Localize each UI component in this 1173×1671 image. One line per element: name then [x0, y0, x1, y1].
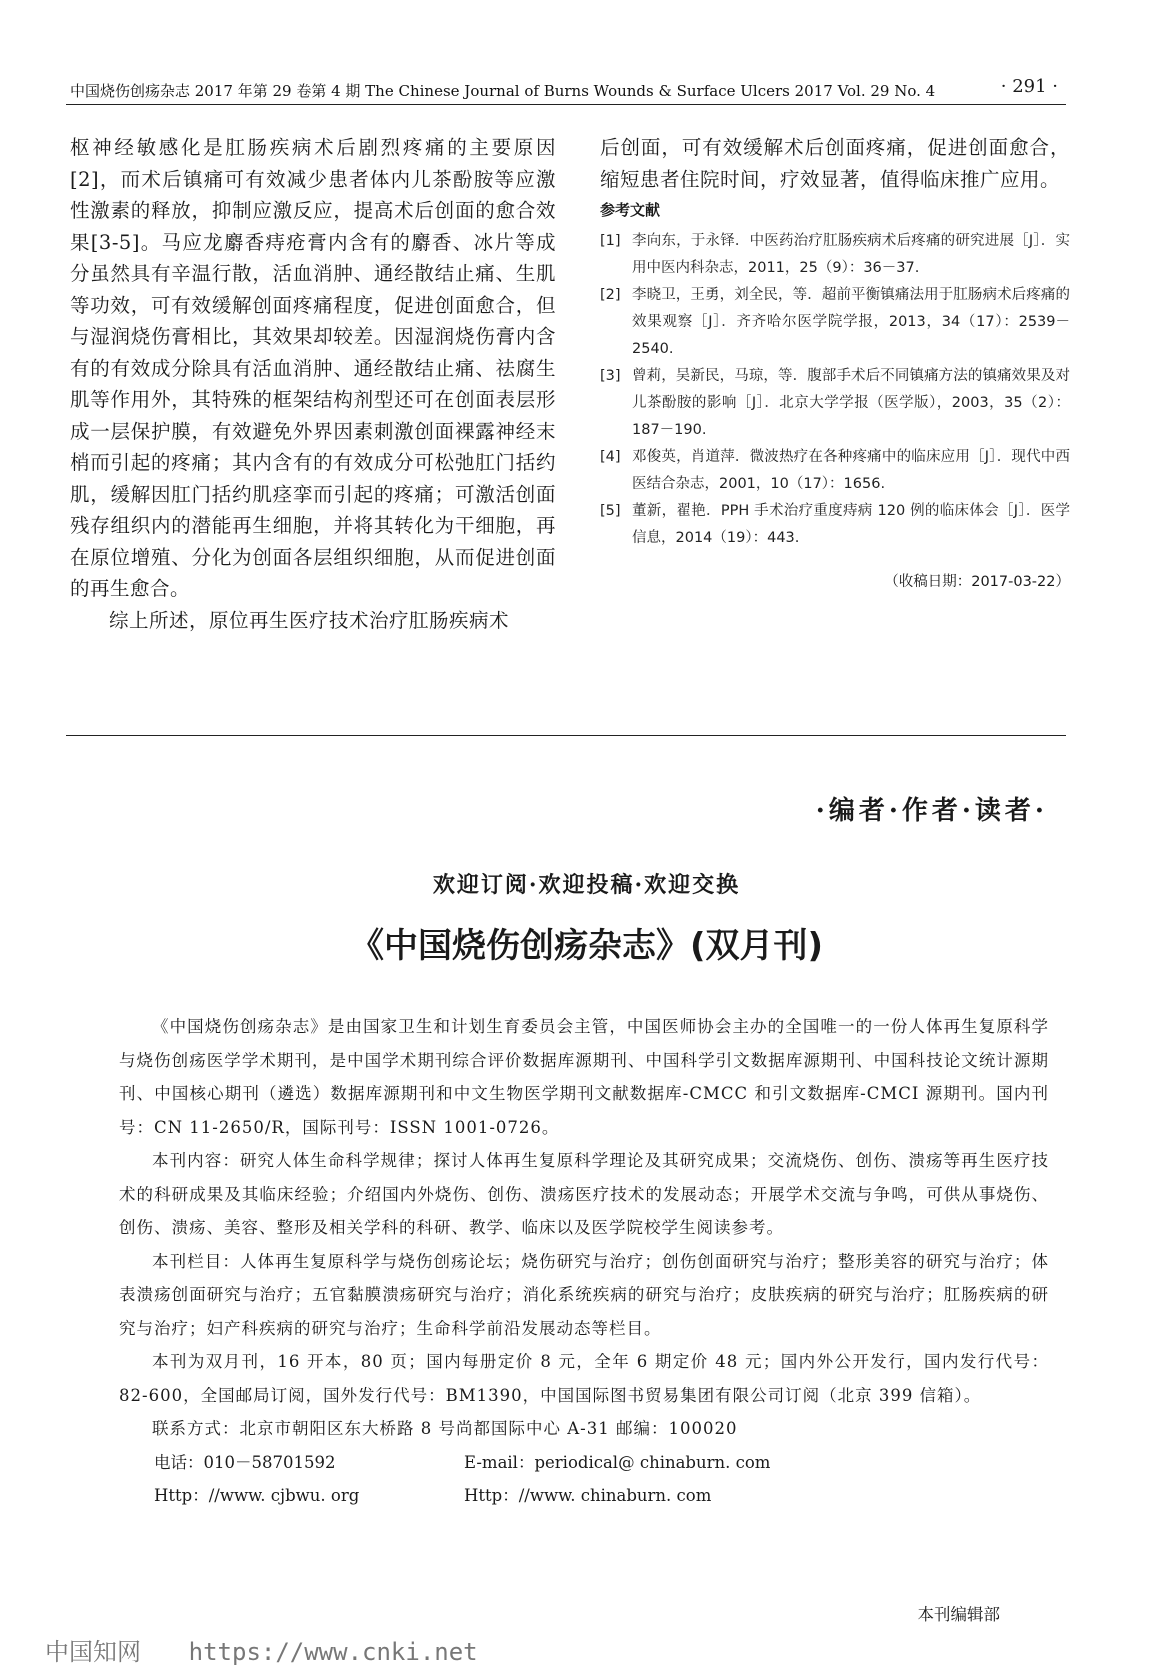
reference-text: 邓俊英，肖道萍．微波热疗在各种疼痛中的临床应用［J］．现代中西医结合杂志，2001，10（17）：1656. — [632, 449, 1070, 492]
received-date: （收稿日期：2017-03-22） — [884, 574, 1070, 590]
notice-paragraph: 本刊栏目：人体再生复原科学与烧伤创疡论坛；烧伤研究与治疗；创伤创面研究与治疗；整形美容的研究与治疗；体表溃疡创面研究与治疗；五官黏膜溃疡研究与治疗；消化系统疾病的研究与治疗；皮肤疾病的研究与治疗；肛肠疾病的研究与治疗；妇产科疾病的研究与治疗；生命科学前沿发展动态等栏目。 — [119, 1251, 1049, 1338]
left-column — [70, 132, 556, 636]
notice-subtitle: 欢迎订阅·欢迎投稿·欢迎交换 — [432, 872, 741, 898]
reference-item — [600, 444, 1070, 498]
section-divider — [66, 735, 1066, 736]
notice-paragraph: 本刊内容：研究人体生命科学规律；探讨人体再生复原科学理论及其研究成果；交流烧伤、创伤、溃疡等再生医疗技术的科研成果及其临床经验；介绍国内外烧伤、创伤、溃疡医疗技术的发展动态；开展学术交流与争鸣，可供从事烧伤、创伤、溃疡、美容、整形及相关学科的科研、教学、临床以及医学院校学生阅读参考。 — [119, 1151, 1049, 1237]
reference-item — [600, 228, 1070, 282]
running-header: 中国烧伤创疡杂志 2017 年第 29 卷第 4 期 The Chinese Journal of Burns Wounds & Surface Ulcers 2017 Vol. 29 No. 4 — [70, 82, 936, 100]
reference-item — [600, 363, 1070, 444]
notice-contact: 联系方式：北京市朝阳区东大桥路 8 号尚都国际中心 A-31 邮编：100020 — [152, 1419, 738, 1438]
reference-number: [3] — [600, 368, 621, 384]
footer-brand: 中国知网 — [45, 1638, 141, 1666]
reference-list — [600, 228, 1070, 552]
body-paragraph: 枢神经敏感化是肛肠疾病术后剧烈疼痛的主要原因[2]，而术后镇痛可有效减少患者体内儿茶酚胺等应激性激素的释放，抑制应激反应，提高术后创面的愈合效果[3-5]。马应龙麝香痔疮膏内含有的麝香、冰片等成分虽然具有辛温行散，活血消肿、通经散结止痛、生肌等功效，可有效缓解创面疼痛程度，促进创面愈合，但与湿润烧伤膏相比，其效果却较差。因湿润烧伤膏内含有的有效成分除具有活血消肿、通经散结止痛、祛腐生肌等作用外，其特殊的框架结构剂型还可在创面表层形成一层保护膜，有效避免外界因素刺激创面裸露神经末梢而引起的疼痛；其内含有的有效成分可松弛肛门括约肌，缓解因肛门括约肌痉挛而引起的疼痛；可激活创面残存组织内的潜能再生细胞，并将其转化为干细胞，再在原位增殖、分化为创面各层组织细胞，从而促进创面的再生愈合。 — [70, 136, 556, 600]
page-number: · 291 · — [1000, 76, 1058, 97]
footer-watermark — [45, 1632, 478, 1667]
body-paragraph: 后创面，可有效缓解术后创面疼痛，促进创面愈合，缩短患者住院时间，疗效显著，值得临床推广应用。 — [600, 136, 1070, 191]
reference-text: 曾莉，吴新民，马琼，等．腹部手术后不同镇痛方法的镇痛效果及对儿茶酚胺的影响［J］．北京大学学报（医学版），2003，35（2）：187－190. — [632, 368, 1070, 438]
reference-text: 李晓卫，王勇，刘全民，等．超前平衡镇痛法用于肛肠病术后疼痛的效果观察［J］．齐齐哈尔医学院学报，2013，34（17）：2539－2540. — [632, 287, 1070, 357]
reference-text: 董新，翟艳．PPH 手术治疗重度痔病 120 例的临床体会［J］．医学信息，2014（19）：443. — [632, 503, 1070, 546]
reference-number: [2] — [600, 287, 621, 303]
reference-number: [1] — [600, 233, 621, 249]
reference-item — [600, 498, 1070, 552]
body-paragraph: 综上所述，原位再生医疗技术治疗肛肠疾病术 — [109, 608, 510, 632]
contact-row — [119, 1446, 1049, 1480]
reference-number: [5] — [600, 503, 621, 519]
website-link[interactable]: Http：//www. chinaburn. com — [464, 1486, 712, 1505]
section-label: ·编者·作者·读者· — [815, 796, 1048, 826]
footer-url[interactable]: https://www.cnki.net — [188, 1638, 478, 1666]
notice-title: 《中国烧伤创疡杂志》(双月刊) — [349, 926, 824, 966]
right-column — [600, 132, 1070, 591]
references-heading: 参考文献 — [600, 201, 661, 219]
reference-text: 李向东，于永铎．中医药治疗肛肠疾病术后疼痛的研究进展［J］．实用中医内科杂志，2011，25（9）：36－37. — [632, 233, 1070, 276]
notice-body — [119, 1010, 1049, 1513]
notice-paragraph: 《中国烧伤创疡杂志》是由国家卫生和计划生育委员会主管，中国医师协会主办的全国唯一的一份人体再生复原科学与烧伤创疡医学学术期刊，是中国学术期刊综合评价数据库源期刊、中国科学引文数据库源期刊、中国科技论文统计源期刊、中国核心期刊（遴选）数据库源期刊和中文生物医学期刊文献数据库-CMCC 和引文数据库-CMCI 源期刊。国内刊号：CN 11-2650/R，国际刊号：ISSN 1001-0726。 — [119, 1017, 1049, 1137]
header-divider — [66, 104, 1066, 105]
reference-item — [600, 282, 1070, 363]
reference-number: [4] — [600, 449, 621, 465]
website-link[interactable]: Http：//www. cjbwu. org — [154, 1486, 360, 1505]
email-text: E-mail：periodical@ chinaburn. com — [464, 1452, 771, 1472]
editorial-signature: 本刊编辑部 — [917, 1605, 1000, 1624]
contact-row — [119, 1479, 1049, 1513]
notice-paragraph: 本刊为双月刊，16 开本，80 页；国内每册定价 8 元，全年 6 期定价 48 元；国内外公开发行，国内发行代号：82-600，全国邮局订阅，国外发行代号：BM1390，中国国际图书贸易集团有限公司订阅（北京 399 信箱）。 — [119, 1352, 1049, 1405]
phone-text: 电话：010－58701592 — [154, 1452, 336, 1472]
